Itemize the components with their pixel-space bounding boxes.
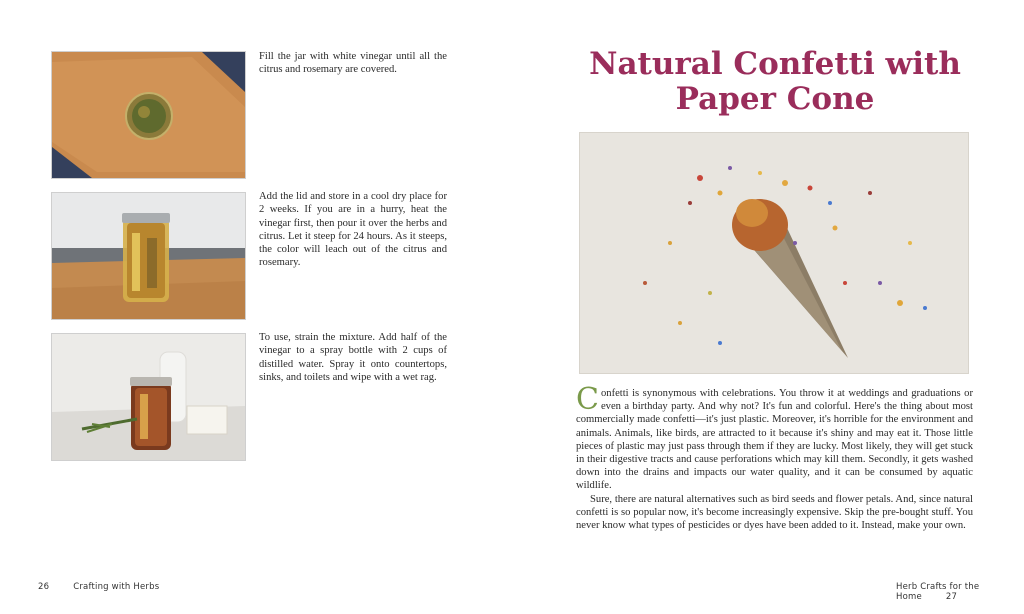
page-title: Natural Confetti with Paper Cone xyxy=(589,46,961,117)
left-footer xyxy=(38,582,159,592)
paragraph-1 xyxy=(576,382,973,493)
article-body xyxy=(576,382,973,532)
paragraph-2: Sure, there are natural alternatives such as bird seeds and flower petals. And, since natural confetti is so popular now, it's become increasingly expensive. Skip the pre-bought stuff. You never know what types of pesticides or dyes have been added to it. Instead, make your own. xyxy=(576,493,973,532)
photo-jar-top-view xyxy=(51,51,246,179)
right-running-head: Herb Crafts for the Home xyxy=(896,582,980,602)
step-text-2: Add the lid and store in a cool dry place for 2 weeks. If you are in a hurry, heat the vinegar first, then pour it over the herbs and citrus. Let it steep for 24 hours. As it steeps, the color will leach out of the citrus and rosemary. xyxy=(259,191,447,269)
step-text-3: To use, strain the mixture. Add half of the vinegar to a spray bottle with 2 cups of distilled water. Spray it onto countertops, sinks, and toilets and wipe with a wet rag. xyxy=(259,332,447,383)
right-footer xyxy=(896,582,1024,602)
drop-cap: C xyxy=(576,382,599,417)
photo-jar-with-rosemary xyxy=(51,333,246,461)
left-running-head: Crafting with Herbs xyxy=(73,582,160,592)
photo-jar-side-view xyxy=(51,192,246,320)
paragraph-1-text: onfetti is synonymous with celebrations. You throw it at weddings and graduations or even a birthday party. And why not? It's fun and colorful. Here's the thing about most commercially made confetti—it's just plastic. Moreover, it's horrible for the environment and animals. Animals, like birds, are attracted to it because it's shiny and may eat it. Those little pieces of plastic may just pass through them if they are lucky. Most likely, they will get stuck in their digestive tracts and cause perforations which may kill them. Secondly, it gets washed down into the drains and impacts our water quality, and it can be consumed by aquatic wildlife. xyxy=(576,388,973,492)
left-page-number: 26 xyxy=(38,582,50,592)
photo-confetti-cone xyxy=(579,132,969,374)
right-page-number: 27 xyxy=(945,592,958,602)
step-text-1: Fill the jar with white vinegar until all the citrus and rosemary are covered. xyxy=(259,51,447,76)
